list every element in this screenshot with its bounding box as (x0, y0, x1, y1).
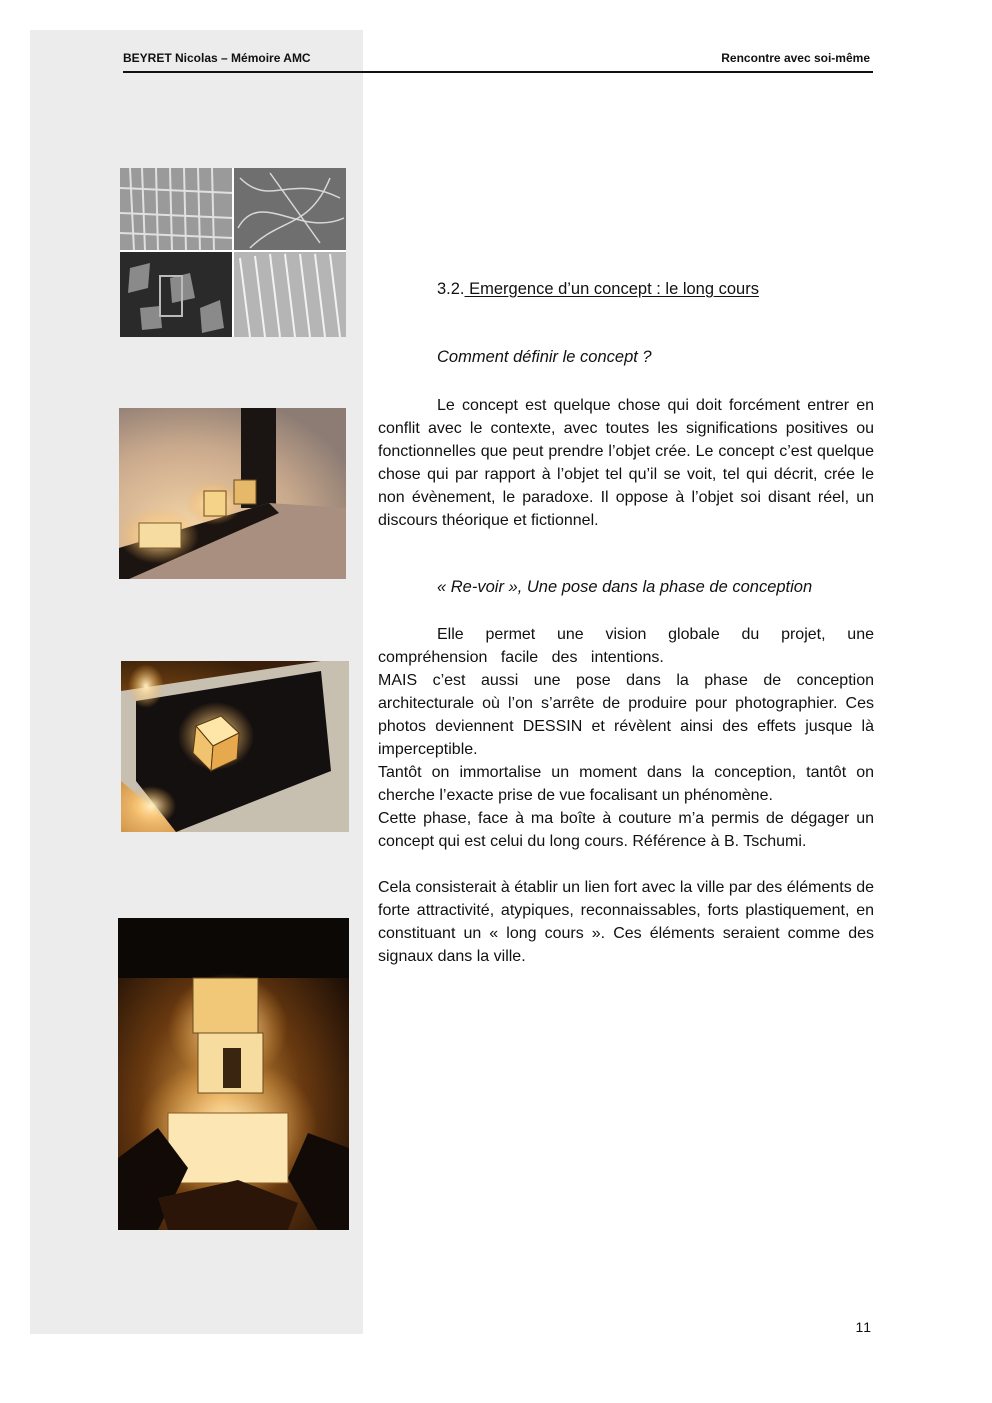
paragraph-revoir-line-3: Tantôt on immortalise un moment dans la conception, tantôt on cherche l’exacte prise de vue focalisant un phénomène. (378, 764, 874, 804)
paragraph-revoir-line-2: MAIS c’est aussi une pose dans la phase de conception architecturale où l’on s’arrête de produire pour photographier. Ces photos deviennent DESSIN et révèlent ainsi des effets jusque là imperceptible. (378, 672, 874, 758)
header-author: BEYRET Nicolas – Mémoire AMC (123, 51, 311, 65)
header-divider (123, 71, 873, 73)
subheading-concept: Comment définir le concept ? (437, 348, 652, 366)
paragraph-revoir (378, 623, 874, 853)
paragraph-concept (378, 394, 874, 532)
section-number: 3.2. (437, 280, 465, 298)
paragraph-ville-text: Cela consisterait à établir un lien fort avec la ville par des éléments de forte attractivité, atypiques, reconnaissables, forts plastiquement, en constituant un « long cours ». Ces éléments seraient comme des signaux dans la ville. (378, 879, 874, 965)
subheading-revoir: « Re-voir », Une pose dans la phase de conception (437, 578, 813, 596)
section-heading (437, 280, 759, 299)
photo-collage (120, 168, 346, 337)
header-chapter: Rencontre avec soi-même (721, 51, 870, 65)
section-title: Emergence d’un concept : le long cours (464, 280, 759, 298)
photo-model-wide (119, 408, 346, 579)
paragraph-revoir-line-4: Cette phase, face à ma boîte à couture m’a permis de dégager un concept qui est celui du long cours. Référence à B. Tschumi. (378, 810, 874, 850)
photo-cube (121, 661, 349, 832)
paragraph-concept-text: Le concept est quelque chose qui doit forcément entrer en conflit avec le contexte, avec toutes les significations positives ou fonctionnelles que peut prendre l’objet crée. Le concept c’est quelque chose qui par rapport à l’objet tel qu’il se voit, tel qui décrit, crée le non évènement, le paradoxe. Il oppose à l’objet soi disant réel, un discours théorique et fictionnel. (378, 397, 874, 529)
paragraph-ville (378, 876, 874, 968)
page-number: 11 (855, 1319, 872, 1335)
paragraph-revoir-line-1: Elle permet une vision globale du projet, une compréhension facile des intentions. (378, 626, 874, 666)
photo-tower (118, 918, 349, 1230)
